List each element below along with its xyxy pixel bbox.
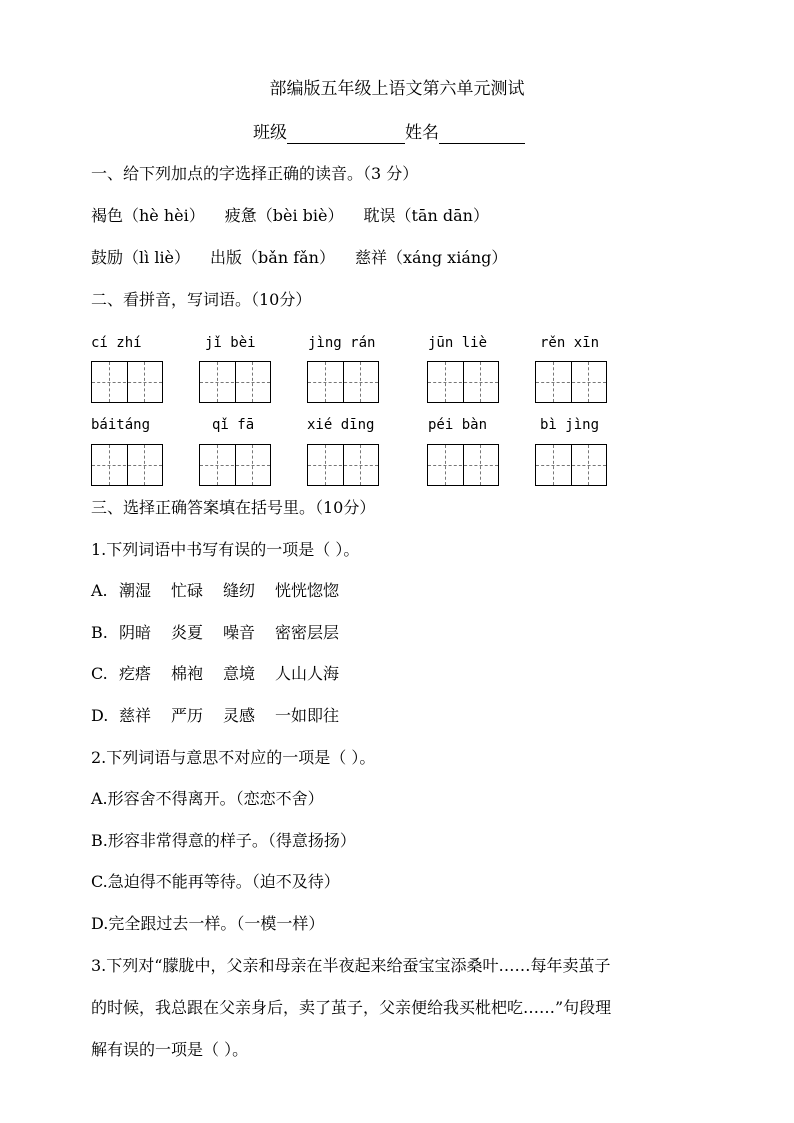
section1-row2	[91, 248, 507, 268]
writing-grid[interactable]	[91, 361, 163, 403]
q1-option-a	[91, 581, 339, 601]
pinyin-label: jǐ bèi	[205, 335, 256, 351]
q2-option-c: C.急迫得不能再等待。（迫不及待）	[91, 872, 340, 891]
class-blank[interactable]	[287, 125, 405, 144]
option-word: 炎夏	[171, 623, 204, 642]
option-word: 意境	[223, 664, 256, 683]
writing-grid[interactable]	[199, 444, 271, 486]
option-word: 疙瘩	[119, 664, 152, 683]
option-letter: D.	[91, 706, 109, 725]
option-word: 潮湿	[119, 581, 152, 600]
option-letter: A.	[91, 581, 108, 600]
reading-item: 耽误（tān dān）	[363, 206, 489, 225]
q2-stem: 2.下列词语与意思不对应的一项是（ ）。	[91, 748, 376, 767]
page-title: 部编版五年级上语文第六单元测试	[269, 79, 525, 99]
option-word: 阴暗	[119, 623, 152, 642]
name-blank[interactable]	[439, 125, 525, 144]
q3-stem-line1: 3.下列对“朦胧中，父亲和母亲在半夜起来给蚕宝宝添桑叶……每年卖茧子	[91, 956, 611, 975]
pinyin-label: xié dīng	[307, 417, 375, 433]
option-word: 灵感	[223, 706, 256, 725]
reading-item: 褐色（hè hèi）	[91, 206, 205, 225]
option-word: 人山人海	[275, 664, 340, 683]
section1-row1	[91, 206, 489, 226]
option-word: 噪音	[223, 623, 256, 642]
pinyin-label: jūn liè	[428, 335, 488, 351]
class-label: 班级	[253, 123, 287, 143]
option-word: 密密层层	[275, 623, 340, 642]
pinyin-label: qǐ fā	[212, 417, 255, 433]
pinyin-label: rěn xīn	[540, 335, 600, 351]
option-letter: C.	[91, 664, 108, 683]
writing-grid[interactable]	[307, 361, 379, 403]
q2-option-b: B.形容非常得意的样子。（得意扬扬）	[91, 831, 356, 850]
class-name-line	[253, 122, 525, 144]
writing-grid[interactable]	[427, 361, 499, 403]
writing-grid[interactable]	[535, 444, 607, 486]
option-word: 棉袍	[171, 664, 204, 683]
reading-item: 鼓励（lì liè）	[91, 248, 191, 267]
pinyin-label: báitáng	[91, 417, 151, 433]
q1-option-c	[91, 664, 339, 684]
writing-grid[interactable]	[535, 361, 607, 403]
pinyin-label: jìng rán	[308, 335, 376, 351]
q2-option-d: D.完全跟过去一样。（一模一样）	[91, 914, 325, 933]
option-word: 一如即往	[275, 706, 340, 725]
option-word: 缝纫	[223, 581, 256, 600]
pinyin-label: bì jìng	[540, 417, 600, 433]
section2-heading: 二、看拼音，写词语。（10分）	[91, 290, 312, 309]
q3-stem-line2: 的时候，我总跟在父亲身后，卖了茧子，父亲便给我买枇杷吃……”句段理	[91, 998, 612, 1017]
writing-grid[interactable]	[199, 361, 271, 403]
reading-item: 出版（bǎn fǎn）	[210, 248, 335, 267]
name-label: 姓名	[405, 123, 439, 143]
option-word: 恍恍惚惚	[275, 581, 340, 600]
q3-stem-line3: 解有误的一项是（ ）。	[91, 1040, 249, 1059]
writing-grid[interactable]	[427, 444, 499, 486]
pinyin-label: cí zhí	[91, 335, 142, 351]
q1-stem: 1.下列词语中书写有误的一项是（ ）。	[91, 540, 360, 559]
writing-grid[interactable]	[91, 444, 163, 486]
reading-item: 慈祥（xáng xiáng）	[354, 248, 508, 267]
option-word: 严历	[171, 706, 204, 725]
option-word: 慈祥	[119, 706, 152, 725]
pinyin-label: péi bàn	[428, 417, 488, 433]
section1-heading: 一、给下列加点的字选择正确的读音。（3 分）	[91, 164, 419, 183]
q2-option-a: A.形容舍不得离开。（恋恋不舍）	[91, 789, 324, 808]
section3-heading: 三、选择正确答案填在括号里。（10分）	[91, 498, 376, 517]
option-letter: B.	[91, 623, 108, 642]
writing-grid[interactable]	[307, 444, 379, 486]
option-word: 忙碌	[171, 581, 204, 600]
reading-item: 疲惫（bèi biè）	[224, 206, 344, 225]
q1-option-d	[91, 706, 339, 726]
q1-option-b	[91, 623, 339, 643]
